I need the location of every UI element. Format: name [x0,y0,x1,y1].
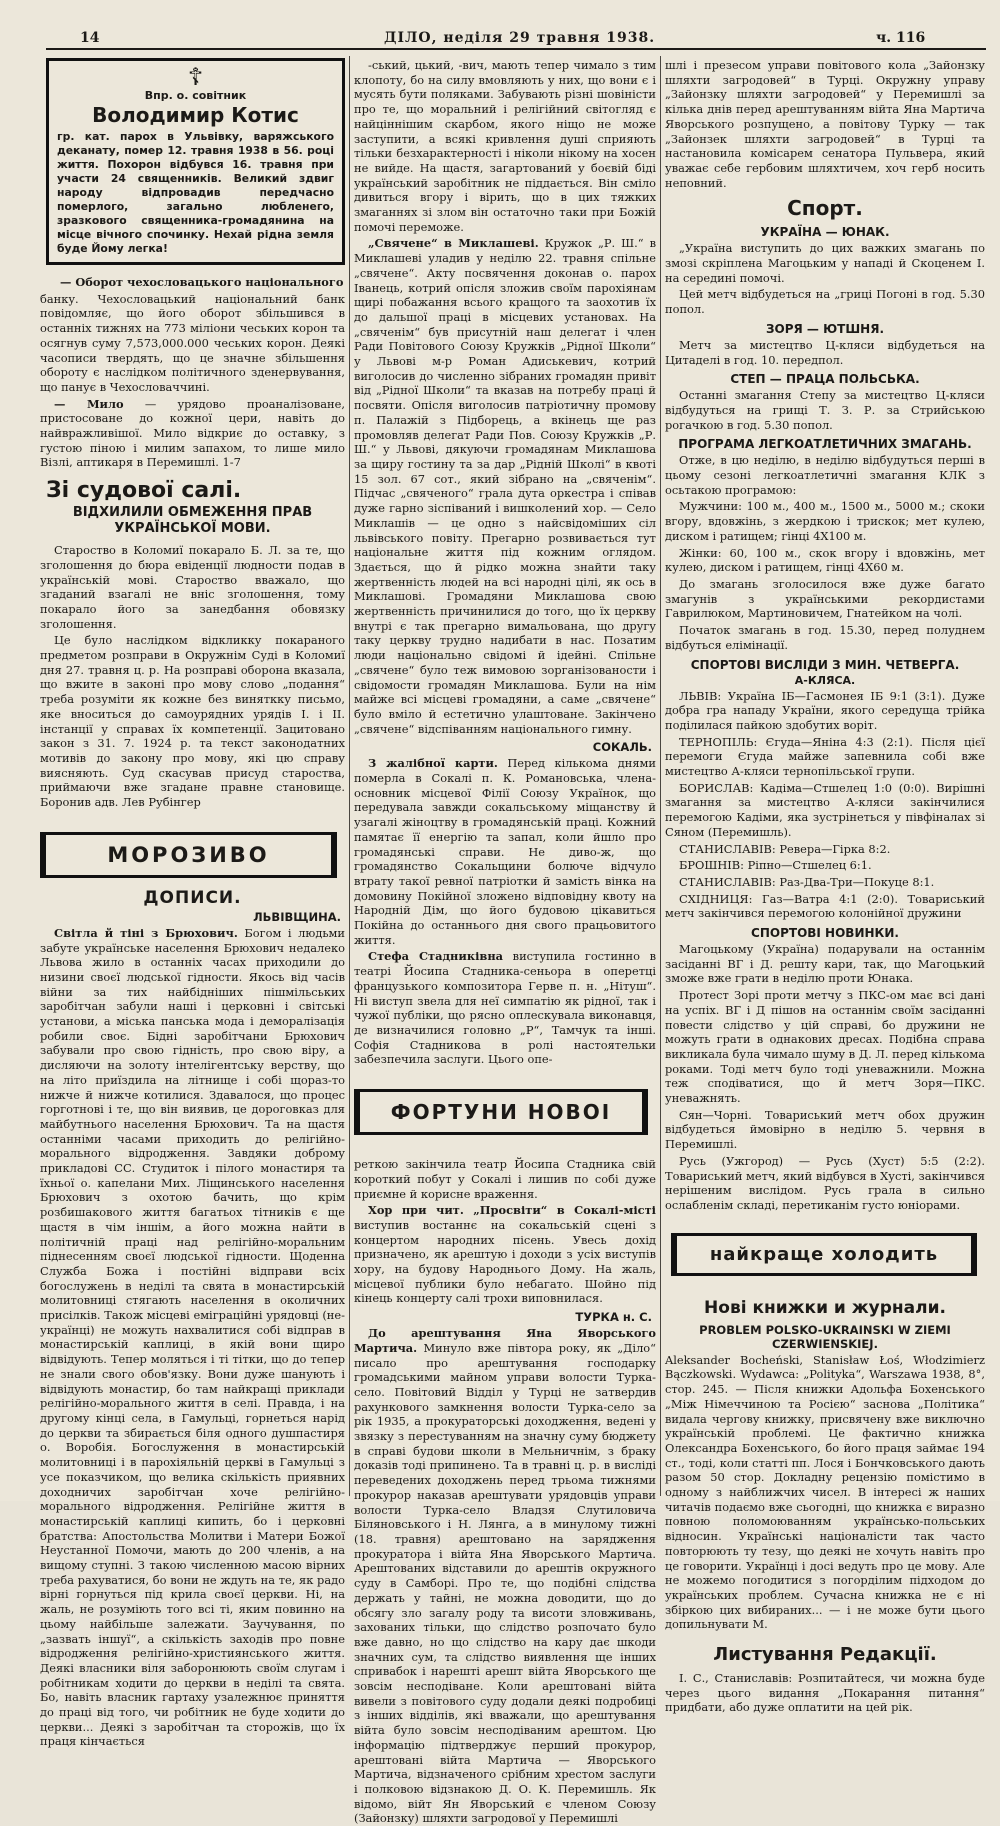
region-heading: ЛЬВІВЩИНА. [253,909,341,924]
news-item: Магоцькому (Україна) подарували на останнім засіданні ВГ і Д. решту кари, так, що Магоцький зможе вже грати в неділю проти Юнака. [665,942,985,986]
news-item: Русь (Ужгород) — Русь (Хуст) 5:5 (2:2). Товариський метч, який відбувся в Хусті, закінчився нерішеним вислідом. Русь грала в сильно ослабленім складі, перетиканім густо юніорами. [665,1153,985,1212]
book-review: Aleksander Bocheński, Stanisław Łoś, Włodzimierz Bączkowski. Wydawca: „Polityka“, Warszawa 1938, 8°, стор. 245. — Після книжки Адольфа Бохенського „Між Німеччиною та Росією“ заснова „Політика“ видала чергову книжку, присвячену вже виключно українській проблемі. Це фактично книжка Олександра Бохенського, бо його праця займає 194 ст., тоді, коли статті пп. Лося і Бончковського дають разом 50 стор. Докладну рецензію помістимо в одному з найближчих чисел. В інтересі ж наших читачів подаємо вже сьогодні, що книжка є виразно повною поломоюванням українсько-польських відносин. Українські націоналісти так часто повторюють ту тезу, що деякі не хочуть навіть про це говорити. Українці і досі ведуть про це мову. Але не можемо погодитися з погорділим підходом до українських проблем. Сучасна книжка не є ні збіркою цих вибираних... — і не може бути цього допильнувати М. [665,1352,985,1632]
continuation-paragraph: -ський, цький, -вич, мають тепер чимало з тим клопоту, бо на силу вмовляють у них, що вони є і мусять бути поляками. Забувають різні шовіністи про те, що моральний і релігійний світогляд є найціннішим скарбом, якого ніщо не може заступити, а всякі кривлення душі сприяють тільки безхарактерності і ніколи нікому на хосен не вийде. На щастя, загартований у боєвій біді український заробітник не піддається. Він сміло дивиться вгору і вірить, що в цих тяжких змаганнях зі злом він остаточно таки при Божій помочі переможе. [354,58,656,234]
article-text: Перед кількома днями померла в Сокалі п. К. Романовська, члена-основник місцевої Філії Союзу Українок, що передувала завжди сокальському міщанству й узагалі жіноцтву в громадянській праці. Кожний памятає її енергію та запал, коли йшло про громадянські справи. Не диво-ж, що громадянство Сокальщини болюче відчуло втрату такої ревної патріотки й замість вінка на домовину Покійної зложено відповідну квоту на Народній Дім, що його будовою цікавиться Покійна до останнього дня свого працьовитого життя. [354,756,656,947]
arrest-article [354,1326,656,1826]
column-3 [665,58,985,1715]
results-title: СПОРТОВІ ВИСЛІДИ З МИН. ЧЕТВЕРГА. [690,657,960,672]
article-text: Минуло вже півтора року, як „Діло“ писало про арештування господарку громадськими майном управи волости Турка-село. Повітовий Відділ у Турці не затвердив рахункового замкнення волости Турка-село за рік 1935, а прокураторські доходження, ведені у звязку з перестуванням на значну суму бюджету в справі будови школи в Мельничнім, з браку доказів тоді припинено. Та в травні ц. р. в висліді переведених доходжень перед трьома тижнями прокурор наказав арештувати урядовців управи волости Турка-село Владзя Слутиловича Біляновського і Н. Лянга, а в минулому тижні (18. травня) арештовано на зарядження прокуратора і війта Яна Яворського Мартича. Арештованих відставили до арештів окружного суду в Самборі. Про те, що подібні слідства держать у тайні, не можна доводити, що до обсягу зло загалу роду та висоти зловживань, захованих тільки, що слідство розпочато було вже давно, но що слідство на кару дає шкоди значних сум, та слідство виявлення ще інших спривабок і нарешті арешт війта Яворського ще зовсім несподіване. Коли арештовані війта вивели з повітового суду додали деякі подробиці з інших відділів, які вважали, що арештування війта було зовсім несподіваним арештом. Цю інформацію підтверджує перший прокурор, арештовані війта Мартича — Яворського Мартича, відзначеного срібним хрестом заслуги і полковою відзнакою Д. О. К. Перемишль. Як відомо, війт Ян Яворський є членом Союзу (Зайонзку) шляхти загродової у Перемишлі [354,1340,656,1826]
bank-lead: — Оборот чехословацького національного [60,275,344,289]
article-text: Кружок „Р. Ш.“ в Миклашеві уладив у неділю 22. травня спільне „свячене“. Акту посвячення доконав о. парох Іванець, котрий опісля зложив своїм парохіянам щирі побажання всього кращого та заохотив їх до дальшої праці в місцевих установах. На „свяченім“ був присутній наш делегат і член Ради Повітового Союзу Кружків „Рідної Школи“ у Львові м-р Роман Адиськевич, котрий виголосив до численно зібраних громадян привіт від „Рідної Школи“ та вказав на потребу праці й посвяти. Опісля виголосив патріотичну промову п. Палажій з Підборець, а вкінець ще раз промовляв делегат Ради Пов. Союзу Кружків „Р. Ш.“ у Львові, дякуючи громадянам Миклашова за щиру гостину та за дар „Рідній Школі“ в квоті 15 зол. 67 сот., який зібрано на „свяченім“. Підчас „свяченого“ грала дута оркестра і співав дуже гарно зіспіваний і вишколений хор. — Село Миклашів — це одно з найсвідоміших сіл львівського повіту. Прегарно розвивається тут національне життя під кожним оглядом. Здається, що й рідко можна знайти таку жертвенність людей на всі народні цілі, як ось в Миклашові. Громадяни Миклашова свою жертвенність причинилися до того, що їх церкву внутрі є так прегарно вимальована, що другу таку церкву трудно надибати в нас. Позатим люди національно свідомі й ідейні. Спільне „свячене“ було теж вимовою зорганізованости і свідомости громадян Миклашова. Були на нім майже всі місцеві громадяни, а саме „свячене“ було вміло й естетично улаштоване. Закінчено „свячене“ відспіванням національного гимну. [354,236,657,736]
program-text: Отже, в цю неділю, в неділю відбудуться перші в цьому сезоні легкоатлетичні змагання КЛК з осьтакою програмою: [665,453,985,497]
column-2 [354,58,657,1826]
result-item: БОРИСЛАВ: Кадіма—Стшелец 1:0 (0:0). Вирішні змагання за мистецтво А-кляси закінчилися перемогою Кадіми, яка зустрінеться у півфіналах зі Сяном (Перемишль). [665,780,985,839]
program-text: До змагань зголосилося вже дуже багато змагунів з українськими рекордистами Гаврилюком, Мартиновичем, Гнатейком на чолі. [665,576,985,621]
court-subheading: ВІДХИЛИЛИ ОБМЕЖЕННЯ ПРАВ УКРАЇНСЬКОЇ МОВИ. [72,505,313,537]
column-divider [349,56,350,1496]
news-item: Протест Зорі проти метчу з ПКС-ом має всі дані на успіх. ВГ і Д пішов на останнім своїм засіданні повести слідство у цій справі, бо дружини не можуть грати в однакових дресах. Подібна справа викликала була чимало шуму в Д. Л. перед кількома роками. Тоді метч було тоді уневажнили. Можна теж сподіватися, що й метч Зоря—ПКС. уневажнять. [665,988,985,1106]
result-item: СТАНИСЛАВІВ: Раз-Два-Три—Покуце 8:1. [679,874,935,889]
obituary-article [354,756,656,947]
result-item: СХІДНИЦЯ: Газ—Ватра 4:1 (2:0). Товариський метч закінчився перемогою колонійної дружини [665,891,985,921]
match-text: „Україна виступить до цих важких змагань по змозі скріплена Магоцьким у нападі й Скоценем І. на середині помочі. [665,241,985,285]
match-title: ЗОРЯ — ЮТШНЯ. [765,321,885,336]
book-title: PROBLEM POLSKO-UKRAINSKI W ZIEMI CZERWIENSKIEJ. [699,1322,951,1351]
article-lead: До арештування Яна Яворського Мартича. [354,1326,656,1355]
books-heading: Нові книжки и журнали. [704,1297,946,1318]
article-lead: Світла й тіні з Брюхович. [54,925,238,940]
theatre-article [354,949,656,1067]
program-title: ПРОГРАМА ЛЕГКОАТЛЕТИЧНИХ ЗМАГАНЬ. [678,437,972,452]
news-title: СПОРТОВІ НОВИНКИ. [751,926,899,941]
page-header [0,0,1000,52]
match-text: Метч за мистецтво Ц-кляси відбудеться на Цитаделі в год. 10. передпол. [665,337,985,367]
column-1 [40,58,346,1749]
court-paragraph: Староство в Коломиї покарало Б. Л. за те, що зголошення до бюра евіденції людности подав в українській мові. Староство вважало, що згаданий взагалі не вніс зголошення, тому покарало його за занедбання обовязку зголошення. [40,543,345,631]
soap-ad [40,397,345,471]
result-item: ЛЬВІВ: Україна ІБ—Гасмонея ІБ 9:1 (3:1). Дуже добра гра нападу України, якого середуща трійка поділилася пайкою здобутих воріт. [665,688,985,732]
article-text: виступив востаннє на сокальській сцені з концертом народних пісень. Увесь дохід призначено, як арештую і доходи з усіх виступів хору, на будову Народнього Дому. На жаль, місцевої публики було небагато. Шойно під кінець концерту салі трохи виповнилася. [354,1217,656,1306]
ice-cream-ad: МОРОЗИВО [40,832,337,878]
result-item: СТАНИСЛАВІВ: Ревера—Гірка 8:2. [679,841,891,856]
bryukhovychi-article [40,926,345,1749]
choir-article [354,1203,656,1306]
column-divider [660,56,661,1496]
article-lead: „Свячене“ в Миклашеві. [368,236,539,251]
article-text: виступила гостинно в театрі Йосипа Стадника-сеньора в оперетці французького композитора Герве п. н. „Нітуш“. Ні виступ звела для неї симпатію як рідної, так і чужої публіки, що рясно оплескувала виконавця, де визначилися головно „Р“, Тамчук та інші. Софія Стадникова в ролі настоятельки забезпечила заслуги. Цього опе- [354,949,657,1067]
obituary-box [46,58,345,265]
bank-article: банку. Чехословацький національний банк повідомляє, що його оборот збільшився в останніх тижнях на 773 міліони чеських корон та осягнув суму 7,573,000.000 чеських корон. Деякі часописи твердять, що це значне збільшення обороту є наслідком політичного зденервування, що панує в Чехословаччині. [40,291,345,394]
obituary-rank: Впр. о. совітник [144,89,247,102]
court-paragraph: Це було наслідком відкликку покараного предметом розправи в Окружнім Суді в Коломиї дня 27. травня ц. р. На розправі оборона вказала, що вжите в законі про мову слово „подання“ треба розуміти як кожне без виняткку письмо, яке вноситься до самоурядних урядів І. і ІІ. інстанції у справах їх компетенції. Зацитовано закон з 31. 7. 1924 р. та текст законодатних мотивів до закону про мову, які цю справу виясняють. Суд скасував присуд староства, приймаючи вже згадане правне становище. Боронив адв. Лев Рубінгер [40,633,345,810]
issue-number: ч. 116 [876,30,926,46]
theatre-continuation: реткою закінчила театр Йосипа Стадника свій короткий побут у Сокалі і лишив по собі дуже приємне й корисне враження. [354,1157,656,1201]
result-item: БРОШНІВ: Ріпно—Стшелец 6:1. [679,858,872,873]
news-item: Сян—Чорні. Товариський метч обох дружин відбудеться ймовірно в неділю 5. червня в Перемишлі. [665,1107,985,1152]
continuation-paragraph: шлі і презесом управи повітового кола „Зайонзку шляхти загродовей“ в Турці. Окружну управу „Зайонзку шляхти загродовей“ у Перемишлі за кілька днів перед арештуванням війта Яна Мартича Яворського розпущено, а повітову Турку — так „Зайонзек шляхти загродовей“ в Турці та настановила комісарем сенатора Пульвера, який уважає себе гербовим шляхтичем, хоч герб носить неповний. [665,58,985,190]
letters-text: І. С., Станиславів: Розпитайтеся, чи можна буде через цього видання „Покарання питання“ придбати, або дуже оплатити на цей рік. [665,1671,985,1715]
program-text: Початок змагань в год. 15.30, перед полуднем відбуться елімінації. [665,623,985,652]
match-text: Цей метч відбудеться на „гриці Погоні в год. 5.30 попол. [665,287,985,317]
obituary-name: Володимир Котис [92,103,299,127]
program-women: Жінки: 60, 100 м., скок вгору і вдовжінь, мет кулею, диском і ратищем, гінці 4Х60 м. [665,545,985,575]
result-item: ТЕРНОПІЛЬ: Єгуда—Яніна 4:3 (2:1). Після цієї перемоги Єгуда майже запевнила собі вже мистецтво А-кляси тернопільської групи. [665,734,985,779]
place-heading: ТУРКА н. С. [575,1310,652,1325]
match-title: УКРАЇНА — ЮНАК. [760,225,890,240]
header-rule [46,48,986,50]
match-title: СТЕП — ПРАЦА ПОЛЬСЬКА. [730,372,920,387]
program-men: Мужчини: 100 м., 400 м., 1500 м., 5000 м.; скоки вгору, вдовжінь, з жердкою і трискок; мет кулею, диском і ратищем; гінці 4Х100 м. [665,499,985,543]
article-lead: Стефа Стадниківна [368,949,504,964]
letters-heading: Листування Редакції. [713,1644,937,1666]
soap-code: 1-7 [222,455,241,470]
match-text: Останні змагання Степу за мистецтво Ц-кляси відбудуться на грищі Т. З. Р. за Стрийською рогачкою в год. 5.30 попол. [665,388,985,432]
cold-drink-ad: найкраще холодить [671,1233,977,1276]
court-heading: Зі судової салі. [46,478,242,504]
results-class: А-КЛЯСА. [794,673,856,687]
orthodox-cross-icon: ☦ [187,63,204,91]
fortune-ad: ФОРТУНИ НОВОІ [354,1089,648,1135]
svyachene-article [354,236,656,736]
soap-text: — урядово проаналізоване, пристосоване до кожної цери, навіть до найвражливішої. Мило відкриє до оставку, з густою піною і милим запахом, то лише мило Візлі, аптикаря в Перемишлі. [40,396,346,470]
article-lead: З жалібної карти. [368,756,498,771]
dopysy-heading: ДОПИСИ. [143,887,242,908]
page-number: 14 [80,30,100,46]
obituary-text: гр. кат. парох в Ульвівку, варяжського деканату, помер 12. травня 1938 в 56. році життя. Похорон відбувся 16. травня при участи 24 священників. Великий здвиг народу відпровадив передчасно померлого, загально любленего, зразкового священника-громадянина на місце вічного спочинку. Нехай рідна земля буде Йому легка! [57,130,334,255]
sport-heading: Спорт. [787,196,863,221]
soap-lead: — Мило [54,396,124,411]
masthead-title: ДІЛО, неділя 29 травня 1938. [384,30,656,46]
place-heading: СОКАЛЬ. [592,740,652,755]
article-text: Богом і людьми забуте українське населення Брюхович недалеко Львова жило в останніх часах приходили до низини своєї людської гідности. Якось від часів війни за тих найбідніших пішмільських заробітчан забули наші і церковні і світські установи, а міська панська мода і деморалізація робили своє. Бідні заробітчани Брюхович забували про свою гідність, про свою віру, а дисляючи на золоту інтелігентську верству, що на літо приїздила на літнище і собі щораз-то нижче й нижче котилися. Здавалося, що процес горготнові і те, що він виявив, це дороговказ для майбутнього населення Брюхович. Та на щастя останніми часами приходить до релігійно-морального відродження. Завдяки доброму прикладові СС. Студиток і пілого монастиря та їхньої о. капелани Мих. Ліщинського населення Брюхович з охотою бачить, що крім розбишакового життя багатьох тітників є ще щастя в чім іншім, а його можна найти в політичній праці над релігійно-моральним піднесенням своєї людської гідности. Щоденна Служба Божа і постійні відправи всіх богослужень в неділі та свята в монастирській молитовниці стягають населення в околичних присілків. Також місцеві еміграційні урядовці (не-українці) не можуть нахвалитися собі відправ в монастирській каплиці, в якій вони щиро відвідують. Тепер моляться і ті тітки, що до тепер не знали свого обов'язку. Вони дуже шанують і відвідують монастир, бо там найкращі приклади релігійно-морального життя в селі. Правда, і на другому кінці села, в Гамульці, горнеться нарід до церкви та збирається біля одного душпастиря о. Воробія. Богослуження в монастирській молитовниці і в парохіяльній церкві в Гамульці з усе показчиком, що велика скількість приявних доходничих заробітчан хоче релігійно-морального відродження. Релігійне життя в монастирській каплиці кипить, бо і церковні братства: Апостольства Молитви і Матери Божої Неустанної Помочи, мають до 200 членів, а на вищому ступні. З такою численною масою вірних треба рахуватися, бо вони не ждуть на те, як радо вірні горнуться під крила своєї церкви. Ні, на жаль, не розуміють того всі ті, яким повинно на цьому найбільше залежати. Заучування, по „зазвать іншуї“, а скількість заходів про повне відродження релігійно-християнського життя. Деякі власники віля заборонюють своїм слугам і робітникам ходити до церкви в неділі та свята. Бо, навіть власник гартаху узалежнює приняття до праці від того, чи робітник не буде ходити до церкви... Деякі з заробітчан та сторожів, що їх праця кінчається [40,925,345,1749]
article-lead: Хор при чит. „Просвіти“ в Сокалі-місті [368,1203,656,1218]
